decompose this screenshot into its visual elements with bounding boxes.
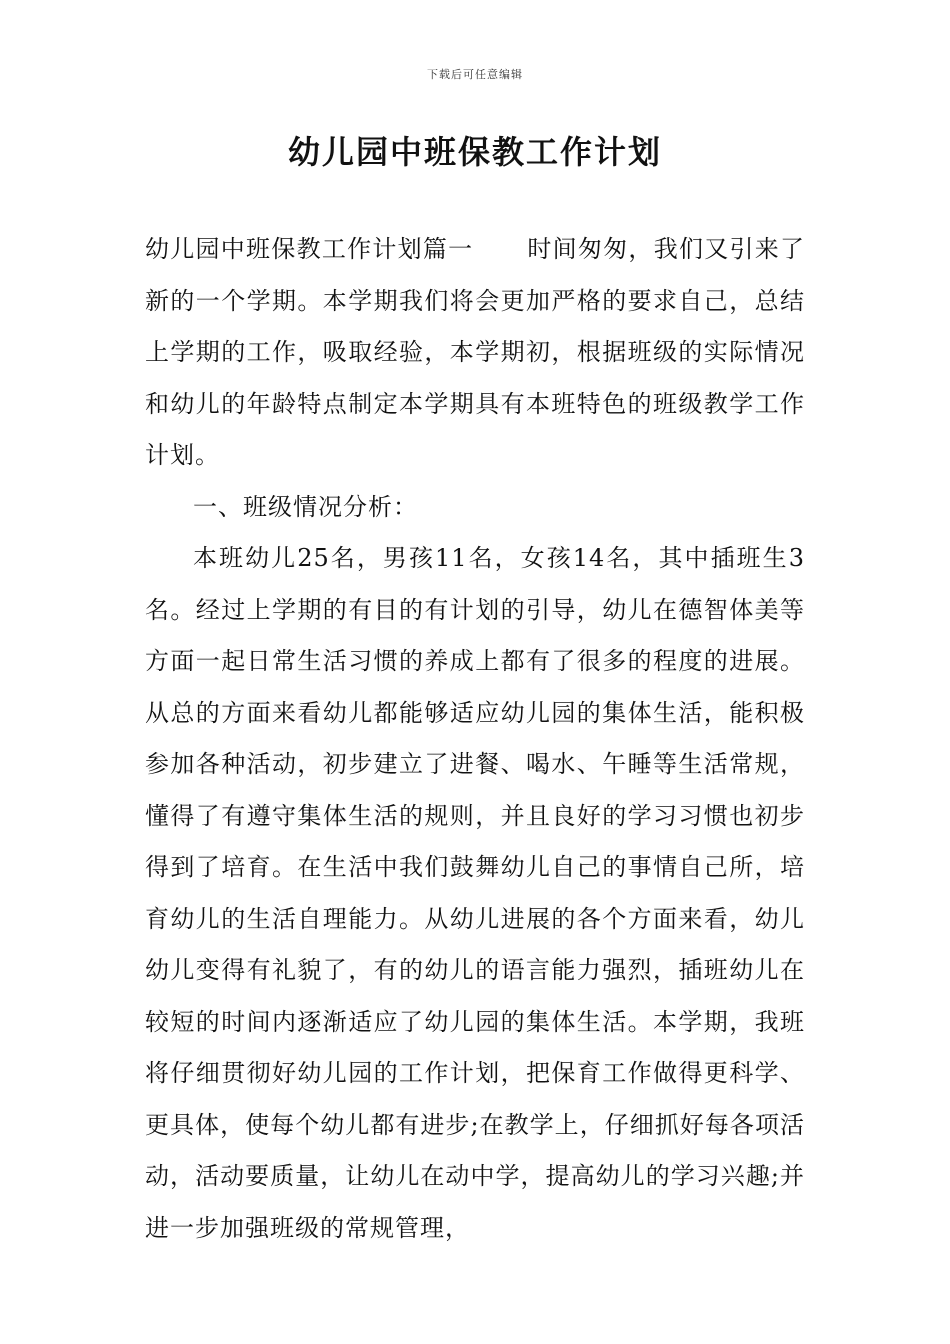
section-heading: 一、班级情况分析： (193, 492, 418, 521)
intro-text: 时间匆匆，我们又引来了新的一个学期。本学期我们将会更加严格的要求自己，总结上学期的工作，吸取经验，本学期初，根据班级的实际情况和幼儿的年龄特点制定本学期具有本班特色的班级教学工作计划。 (145, 235, 805, 469)
document-title: 幼儿园中班保教工作计划 (287, 133, 662, 171)
section-paragraph: 本班幼儿25名，男孩11名，女孩14名，其中插班生3名。经过上学期的有目的有计划的引导，幼儿在德智体美等方面一起日常生活习惯的养成上都有了很多的程度的进展。从总的方面来看幼儿都能够适应幼儿园的集体生活，能积极参加各种活动，初步建立了进餐、喝水、午睡等生活常规，懂得了有遵守集体生活的规则，并且良好的学习习惯也初步得到了培育。在生活中我们鼓舞幼儿自己的事情自己所，培育幼儿的生活自理能力。从幼儿进展的各个方面来看，幼儿幼儿变得有礼貌了，有的幼儿的语言能力强烈，插班幼儿在较短的时间内逐渐适应了幼儿园的集体生活。本学期，我班将仔细贯彻好幼儿园的工作计划，把保育工作做得更科学、更具体，使每个幼儿都有进步;在教学上，仔细抓好每各项活动，活动要质量，让幼儿在动中学，提高幼儿的学习兴趣;并进一步加强班级的常规管理， (145, 544, 805, 1242)
intro-heading: 幼儿园中班保教工作计划篇一 (145, 235, 474, 263)
document-body (145, 224, 805, 1254)
intro-paragraph (145, 224, 805, 482)
page-header-note: 下载后可任意编辑 (427, 68, 523, 81)
